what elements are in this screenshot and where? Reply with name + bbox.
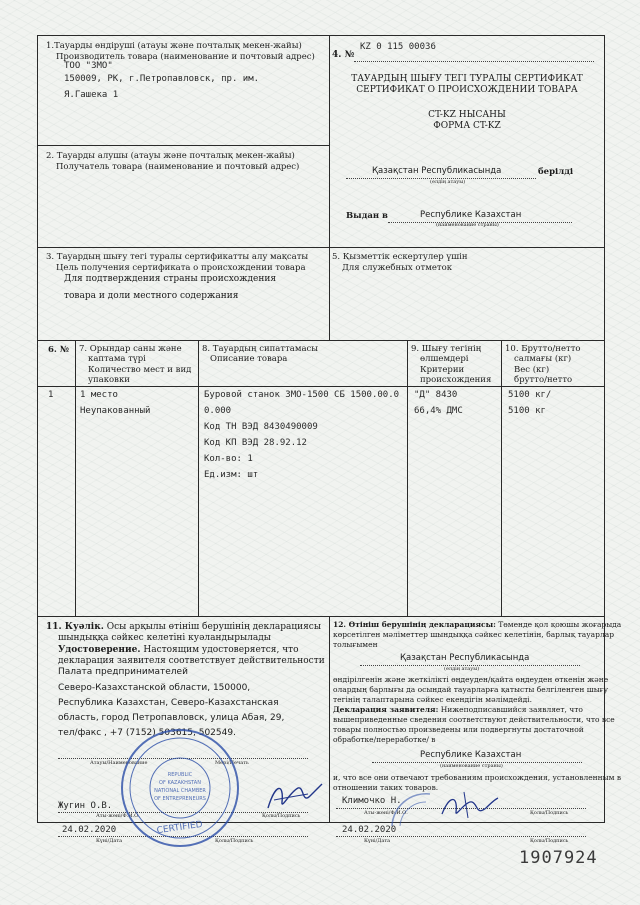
- chamber-line-1: Палата предпринимателей: [58, 667, 188, 677]
- seal-inner-2: OF KAZAKHSTAN: [159, 780, 201, 786]
- box3-title-kz: 3. Тауардың шығу тегі туралы сертификатты алу мақсаты: [46, 252, 309, 262]
- box1-line-3: Я.Гашека 1: [64, 90, 119, 100]
- box12-date-hint: Күні/Дата: [364, 838, 391, 844]
- box2-title-kz: 2. Тауарды алушы (атауы және почталық мекен-жайы): [46, 151, 295, 161]
- box12-ru-line-1: вышеприведенные сведения соответствуют действительности, что все: [333, 715, 615, 724]
- box5-title-ru: Для служебных отметок: [342, 263, 453, 273]
- col-header-9-line-4: происхождения: [420, 375, 492, 385]
- row-desc-line-4: Код КП ВЭД 28.92.12: [204, 438, 307, 448]
- signature-box12: [436, 788, 500, 824]
- col-header-8-line-2: Описание товара: [210, 354, 288, 364]
- col-header-6: 6. №: [48, 345, 70, 355]
- issued-in-label: Выдан в: [346, 211, 388, 221]
- box12-ru-line-3: обработке/переработке/ в: [333, 735, 436, 744]
- box4-label: 4. №: [332, 50, 355, 60]
- box12-title-rest: Төменде қол қоюшы жоғарыда: [498, 620, 622, 629]
- chamber-line-5: тел/факс , +7 (7152) 503615, 502549.: [58, 728, 236, 738]
- box1-title-ru: Производитель товара (наименование и почтовый адрес): [56, 52, 315, 62]
- box12-decl-bold: Декларация заявителя:: [333, 705, 439, 714]
- box11-date: 24.02.2020: [62, 825, 117, 835]
- row-local-share: 66,4% ДМС: [414, 406, 463, 416]
- box1-line-2: 150009, РК, г.Петропавловск, пр. им.: [64, 74, 260, 84]
- box11-seal-hint: Мөрі/Печать: [215, 760, 249, 766]
- row-desc-line-6: Ед.изм: шт: [204, 470, 259, 480]
- chamber-line-2: Северо-Казахстанской области, 150000,: [58, 683, 251, 693]
- box12-country-1: Қазақстан Республикасында: [400, 653, 530, 663]
- box11-sign-hint: Қолы/Подпись: [262, 813, 301, 819]
- box12-end-line-1: и, что все они отвечают требованиям происхождения, установленным в: [333, 773, 622, 782]
- box11-name-hint: Аты-жөні/Ф.И.О.: [96, 813, 140, 819]
- col-header-7-line-1: 7. Орындар саны және: [79, 344, 182, 354]
- chamber-line-4: область, город Петропавловск, улица Абая, 29,: [58, 713, 285, 723]
- box11-udo-bold: Удостоверение.: [58, 645, 141, 655]
- box5-title-kz: 5. Қызметтік ескертулер үшін: [332, 252, 468, 262]
- box12-line-3: толығымен: [333, 640, 378, 649]
- box12-title-bold: 12. Өтініш берушінің декларациясы:: [333, 620, 496, 629]
- blank-serial-number: 1907924: [519, 848, 598, 868]
- box11-sign-hint-2: Қолы/Подпись: [215, 838, 254, 844]
- col-header-10-line-1: 10. Брутто/нетто: [505, 344, 581, 354]
- box12-hint-1: (елдің атауы): [444, 666, 480, 672]
- col-header-10-line-2: салмағы (кг): [514, 354, 572, 364]
- box12-kz-line-1: өндірілгенін және жеткілікті өңдеуден/қайта өңдеуден өткенін және: [333, 675, 609, 684]
- col-header-10-line-3: Вес (кг): [514, 365, 550, 375]
- col-header-7-line-3: Количество мест и вид: [88, 365, 192, 375]
- seal-inner-1: REPUBLIC: [167, 772, 193, 778]
- box11-name: Жугин О.В.: [58, 801, 113, 811]
- box12-sign-hint: Қолы/Подпись: [530, 810, 569, 816]
- col-header-7-line-4: упаковки: [88, 375, 130, 385]
- box11-org-hint: Атауы/Наименование: [90, 760, 148, 766]
- box11-udo-rest: Настоящим удостоверяется, что: [143, 645, 299, 655]
- divider-table-header: [37, 386, 605, 387]
- divider-box1-box2: [37, 145, 329, 146]
- box12-line-2: көрсетілген мәліметтер шындыққа сәйкес келетінін, барлық тауарлар: [333, 630, 614, 639]
- issued-in-country: Республике Казахстан: [420, 210, 522, 220]
- row-desc-line-1: Буровой станок ЗМО-1500 СБ 1500.00.0: [204, 390, 400, 400]
- box4-number-line: [354, 61, 594, 62]
- box11-line-4: декларация заявителя соответствует действительности: [58, 656, 325, 666]
- col-header-9-line-2: өлшемдері: [420, 354, 469, 364]
- box11-title-rest: Осы арқылы өтініш берушінің декларациясы: [106, 622, 321, 632]
- col-header-8-line-1: 8. Тауардың сипаттамасы: [202, 344, 319, 354]
- box12-decl-rest: Нижеподписавшийся заявляет, что: [440, 705, 583, 714]
- box1-title-kz: 1.Тауарды өндіруші (атауы және почталық мекен-жайы): [46, 41, 302, 51]
- col-divider-8: [407, 340, 408, 616]
- col-header-7-line-2: каптама түрі: [88, 354, 146, 364]
- col-divider-6: [75, 340, 76, 616]
- box11-line-2: шындыққа сәйкес келетіні куәландырылады: [58, 633, 271, 643]
- signature-box11: [264, 778, 324, 818]
- col-header-9-line-3: Критерии: [420, 365, 465, 375]
- col-header-9-line-1: 9. Шығу тегінің: [411, 344, 482, 354]
- box12-hint-2: (наименование страны): [440, 763, 503, 769]
- divider-box2-box3: [37, 247, 605, 248]
- box3-title-ru: Цель получения сертификата о происхождении товара: [56, 263, 306, 273]
- chamber-seal-stamp: [118, 726, 242, 850]
- row-criterion: "Д" 8430: [414, 390, 458, 400]
- col-header-10-line-4: брутто/нетто: [514, 375, 573, 385]
- divider-table-top: [37, 340, 605, 341]
- box12-kz-line-3: тегінің талаптарына сәйкес екендігін мәлімдейді.: [333, 695, 532, 704]
- box11-date-hint: Күні/Дата: [96, 838, 123, 844]
- box12-end-line-2: отношении таких товаров.: [333, 783, 439, 792]
- col-divider-9: [501, 340, 502, 616]
- row-desc-line-3: Код ТН ВЭД 8430490009: [204, 422, 318, 432]
- form-name-ru: ФОРМА CT-KZ: [433, 121, 501, 131]
- box12-ru-line-2: товары полностью произведены или подвергнуты достаточной: [333, 725, 584, 734]
- box12-kz-line-2: олардың барлығы да осындай тауарларға қатысты белгіленген шығу: [333, 685, 609, 694]
- seal-inner-3: NATIONAL CHAMBER: [154, 788, 206, 794]
- issued-country-kz: Қазақстан Республикасында: [372, 166, 502, 176]
- box3-purpose-line-2: товара и доли местного содержания: [64, 291, 239, 301]
- form-name-kz: CT-KZ НЫСАНЫ: [428, 110, 506, 120]
- box12-name-hint: Аты-жөні/Ф.И.О.: [364, 810, 408, 816]
- seal-certified: CERTIFIED: [156, 819, 204, 837]
- box11-title-bold: 11. Куәлік.: [46, 622, 104, 632]
- country-hint-kz: (елдің атауы): [430, 179, 466, 185]
- row-desc-line-5: Кол-во: 1: [204, 454, 253, 464]
- cert-title-ru: СЕРТИФИКАТ О ПРОИСХОЖДЕНИИ ТОВАРА: [356, 85, 578, 95]
- row-packing: Неупакованный: [80, 406, 151, 416]
- seal-inner-4: OF ENTREPRENEURS: [154, 796, 206, 802]
- certificate-number: KZ 0 115 00036: [360, 42, 436, 52]
- country-hint-ru: (наименование страны): [436, 222, 499, 228]
- box12-country-2: Республике Казахстан: [420, 750, 522, 760]
- divider-bottom-center: [329, 616, 330, 823]
- row-desc-line-2: 0.000: [204, 406, 232, 416]
- col-divider-7: [198, 340, 199, 616]
- box2-title-ru: Получатель товара (наименование и почтовый адрес): [56, 162, 300, 172]
- box12-date: 24.02.2020: [342, 825, 397, 835]
- cert-title-kz: ТАУАРДЫҢ ШЫҒУ ТЕГІ ТУРАЛЫ СЕРТИФИКАТ: [351, 74, 583, 84]
- box12-name: Климочко Н.: [342, 796, 402, 806]
- box12-sign-hint-2: Қолы/Подпись: [530, 838, 569, 844]
- row-weight-gross: 5100 кг/: [508, 390, 552, 400]
- row-number: 1: [48, 390, 54, 400]
- row-places: 1 место: [80, 390, 118, 400]
- issued-word-kz: берілді: [538, 167, 574, 177]
- box3-purpose-line-1: Для подтверждения страны происхождения: [64, 274, 277, 284]
- divider-bottom-section: [37, 616, 605, 617]
- box1-line-1: ТОО "ЗМО": [64, 61, 113, 71]
- chamber-line-3: Республика Казахстан, Северо-Казахстанская: [58, 698, 279, 708]
- box12-date-line: [336, 836, 586, 837]
- applicant-stamp-fragment: [382, 790, 432, 830]
- row-weight-net: 5100 кг: [508, 406, 546, 416]
